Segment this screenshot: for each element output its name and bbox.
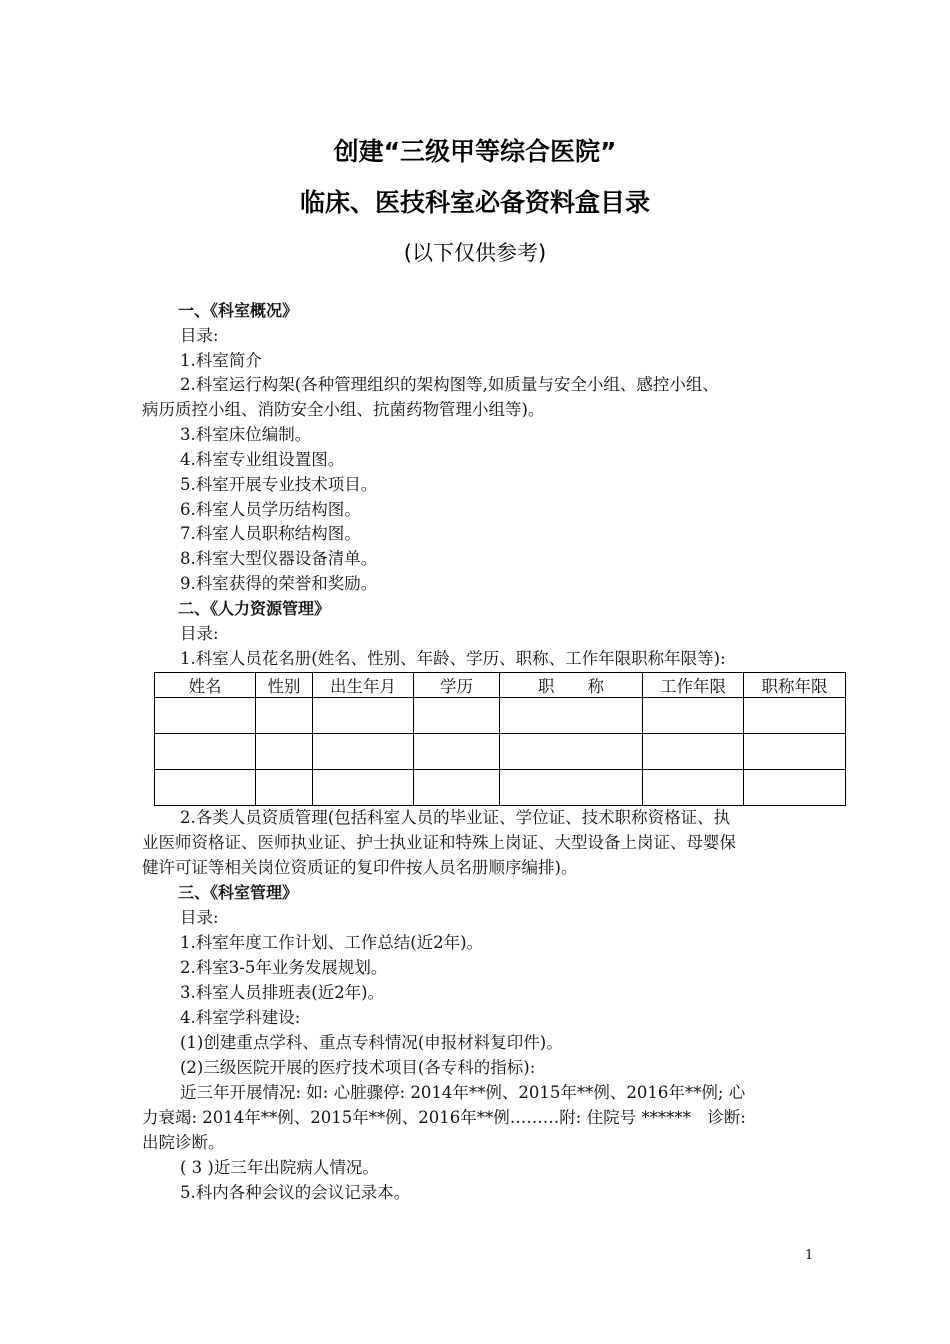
list-item: 2.科室运行构架(各种管理组织的架构图等,如质量与安全小组、感控小组、 [180, 375, 719, 394]
list-item: 7.科室人员职称结构图。 [180, 524, 361, 543]
table-header-row [155, 673, 846, 698]
list-item: 1.科室人员花名册(姓名、性别、年龄、学历、职称、工作年限职称年限等): [180, 649, 726, 668]
section-heading-hr: 二、《人力资源管理》 [178, 599, 331, 618]
table-cell [500, 698, 643, 734]
column-header-title: 职 称 [500, 673, 643, 698]
list-item: ( 3 )近三年出院病人情况。 [180, 1158, 379, 1177]
list-item: (2)三级医院开展的医疗技术项目(各专科的指标): [180, 1058, 536, 1077]
table-cell [414, 734, 500, 770]
table-cell [500, 770, 643, 806]
document-subtitle: 临床、医技科室必备资料盒目录 [299, 188, 650, 217]
list-item: 6.科室人员学历结构图。 [180, 500, 361, 519]
paragraph-line: 近三年开展情况: 如: 心脏骤停: 2014年**例、2015年**例、2016年**例; 心 [180, 1083, 746, 1102]
table-cell [313, 698, 414, 734]
list-item: 1.科室年度工作计划、工作总结(近2年)。 [180, 933, 484, 952]
table-cell [155, 770, 256, 806]
table-cell [256, 770, 313, 806]
column-header-birth: 出生年月 [313, 673, 414, 698]
list-item: 1.科室简介 [180, 351, 262, 370]
table-cell [256, 734, 313, 770]
list-item: 9.科室获得的荣誉和奖励。 [180, 574, 378, 593]
list-item: 8.科室大型仪器设备清单。 [180, 549, 378, 568]
list-item: 2.科室3-5年业务发展规划。 [180, 958, 388, 977]
list-item-continuation: 病历质控小组、消防安全小组、抗菌药物管理小组等)。 [142, 400, 545, 419]
column-header-title-years: 职称年限 [744, 673, 846, 698]
staff-roster-table [154, 672, 846, 806]
table-cell [313, 734, 414, 770]
table-cell [155, 698, 256, 734]
table-cell [414, 698, 500, 734]
list-item: 4.科室学科建设: [180, 1008, 301, 1027]
table-cell [643, 734, 744, 770]
table-cell [744, 770, 846, 806]
document-title: 创建“三级甲等综合医院” [333, 137, 617, 166]
section-heading-overview: 一、《科室概况》 [178, 301, 299, 320]
table-cell [643, 698, 744, 734]
paragraph-line: 出院诊断。 [142, 1133, 225, 1152]
table-row [155, 770, 846, 806]
table-cell [744, 734, 846, 770]
toc-label: 目录: [180, 326, 219, 345]
list-item-continuation: 业医师资格证、医师执业证、护士执业证和特殊上岗证、大型设备上岗证、母婴保 [142, 833, 736, 852]
toc-label: 目录: [180, 908, 219, 927]
paragraph-line: 力衰竭: 2014年**例、2015年**例、2016年**例………附: 住院号 ****** 诊断: [142, 1108, 746, 1127]
table-row [155, 734, 846, 770]
table-cell [414, 770, 500, 806]
document-note: (以下仅供参考) [403, 241, 547, 265]
table-row [155, 698, 846, 734]
table-cell [744, 698, 846, 734]
table-cell [155, 734, 256, 770]
section-heading-management: 三、《科室管理》 [178, 883, 299, 902]
column-header-gender: 性别 [256, 673, 313, 698]
list-item: (1)创建重点学科、重点专科情况(申报材料复印件)。 [180, 1033, 563, 1052]
list-item: 3.科室人员排班表(近2年)。 [180, 983, 385, 1002]
page-number: 1 [805, 1248, 814, 1263]
list-item: 5.科内各种会议的会议记录本。 [180, 1183, 411, 1202]
table-cell [256, 698, 313, 734]
table-cell [500, 734, 643, 770]
list-item: 3.科室床位编制。 [180, 425, 312, 444]
toc-label: 目录: [180, 624, 219, 643]
list-item-continuation: 健许可证等相关岗位资质证的复印件按人员名册顺序编排)。 [142, 858, 578, 877]
table-cell [313, 770, 414, 806]
list-item: 4.科室专业组设置图。 [180, 450, 345, 469]
column-header-education: 学历 [414, 673, 500, 698]
column-header-name: 姓名 [155, 673, 256, 698]
list-item: 2.各类人员资质管理(包括科室人员的毕业证、学位证、技术职称资格证、执 [180, 808, 731, 827]
column-header-work-years: 工作年限 [643, 673, 744, 698]
table-cell [643, 770, 744, 806]
list-item: 5.科室开展专业技术项目。 [180, 475, 378, 494]
